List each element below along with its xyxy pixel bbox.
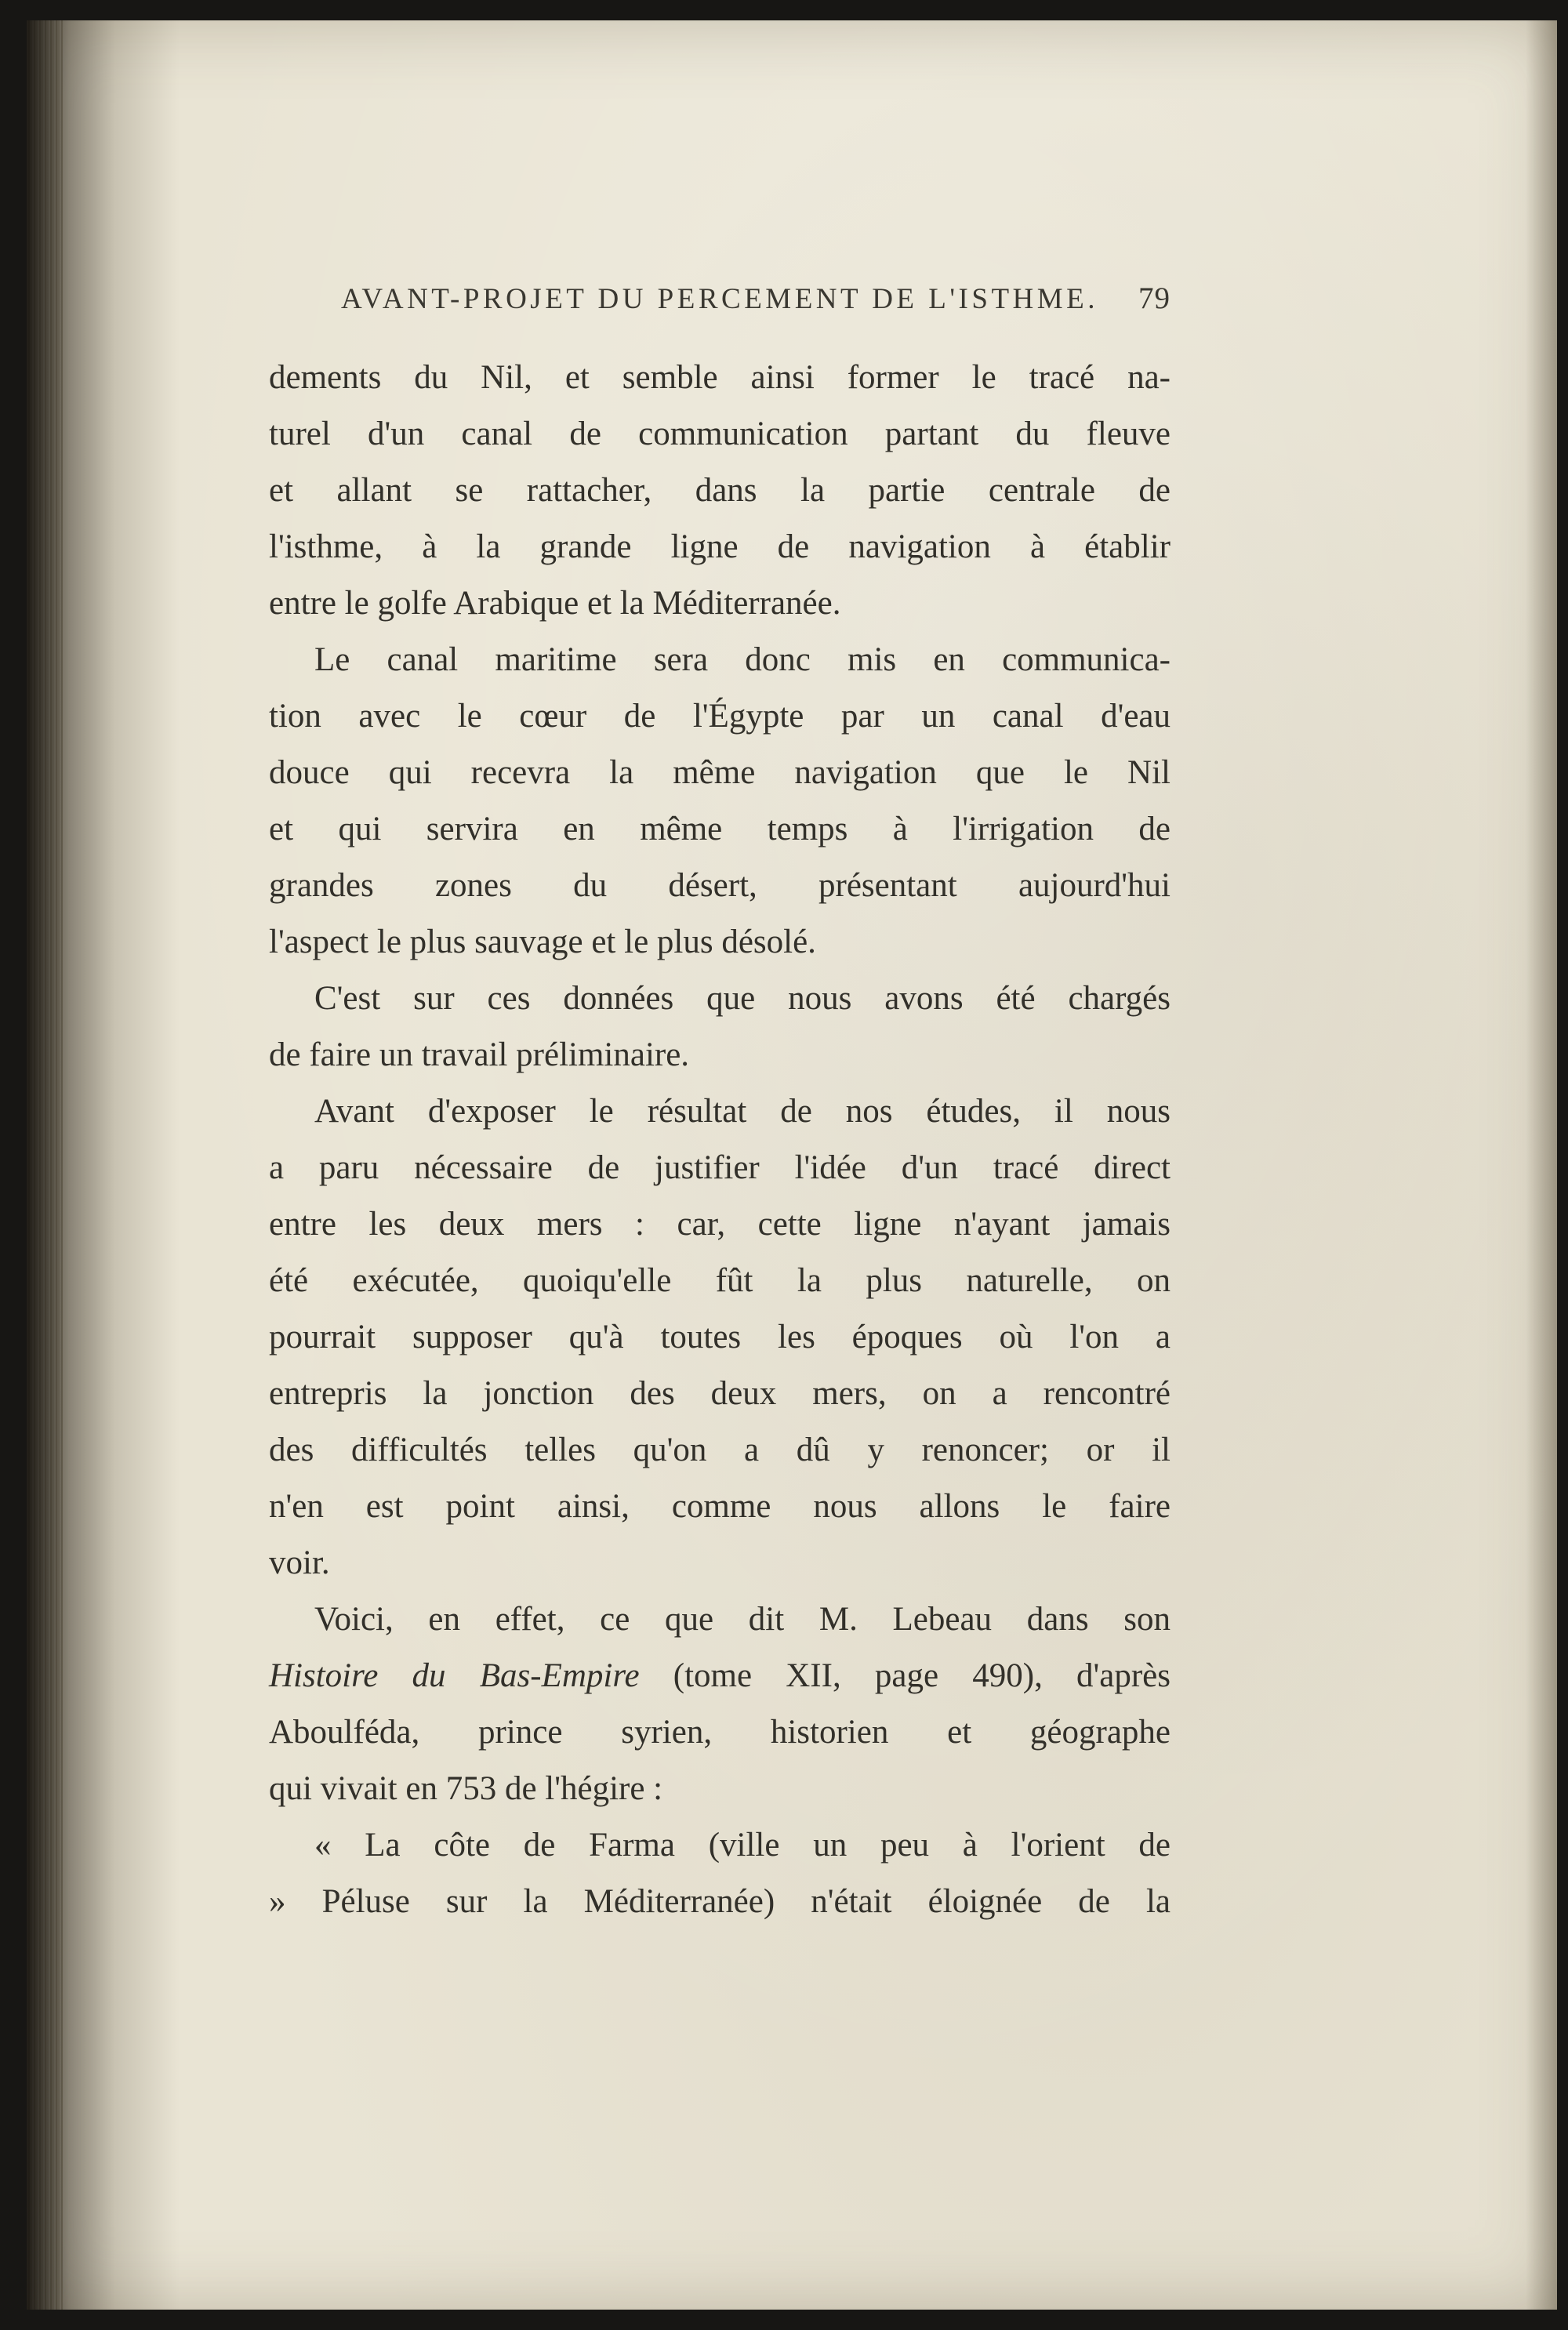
text-column <box>269 282 1171 1930</box>
text-segment: Voici, en effet, ce que dit M. Lebeau dans son <box>314 1601 1171 1638</box>
text-segment: et qui servira en même temps à l'irrigation de <box>269 811 1171 847</box>
paragraph <box>269 1591 1171 1817</box>
text-line <box>269 575 1171 632</box>
text-segment: pourrait supposer qu'à toutes les époques où l'on a <box>269 1319 1171 1356</box>
text-line <box>269 1422 1171 1479</box>
paragraph <box>269 1817 1171 1930</box>
text-segment: a paru nécessaire de justifier l'idée d'un tracé direct <box>269 1149 1171 1186</box>
running-title: AVANT-PROJET DU PERCEMENT DE L'ISTHME. <box>340 283 1099 315</box>
text-segment: l'isthme, à la grande ligne de navigation à établir <box>269 528 1171 565</box>
text-segment: dements du Nil, et semble ainsi former le tracé na- <box>269 359 1171 396</box>
paragraph <box>269 1083 1171 1591</box>
text-segment: C'est sur ces données que nous avons été chargés <box>314 980 1171 1017</box>
text-segment: turel d'un canal de communication partant du fleuve <box>269 416 1171 452</box>
text-segment: entrepris la jonction des deux mers, on a rencontré <box>269 1375 1171 1412</box>
text-segment: » Péluse sur la Méditerranée) n'était éloignée de la <box>269 1883 1171 1920</box>
paragraph <box>269 350 1171 632</box>
page-body <box>269 350 1171 1930</box>
text-line <box>269 1366 1171 1422</box>
text-segment: douce qui recevra la même navigation que le Nil <box>269 754 1171 791</box>
text-segment: (tome XII, page 490), d'après <box>639 1657 1171 1694</box>
text-segment: des difficultés telles qu'on a dû y renoncer; or il <box>269 1432 1171 1468</box>
text-line <box>269 1874 1171 1930</box>
text-line <box>269 1704 1171 1761</box>
text-line <box>269 1761 1171 1817</box>
text-segment: entre le golfe Arabique et la Méditerranée. <box>269 585 841 622</box>
text-line <box>269 688 1171 745</box>
text-line <box>269 350 1171 406</box>
text-segment: Le canal maritime sera donc mis en communica- <box>314 641 1171 678</box>
text-line <box>269 1083 1171 1140</box>
text-segment: grandes zones du désert, présentant aujourd'hui <box>269 867 1171 904</box>
text-line <box>269 1479 1171 1535</box>
text-line <box>269 1309 1171 1366</box>
paragraph <box>269 971 1171 1083</box>
text-line <box>269 1253 1171 1309</box>
text-line <box>269 1196 1171 1253</box>
text-line <box>269 1817 1171 1874</box>
text-line <box>269 971 1171 1027</box>
text-segment: tion avec le cœur de l'Égypte par un canal d'eau <box>269 698 1171 735</box>
text-line <box>269 463 1171 519</box>
book-title-italic: Histoire du Bas-Empire <box>269 1657 640 1694</box>
text-segment: n'en est point ainsi, comme nous allons le faire <box>269 1488 1171 1525</box>
text-line <box>269 406 1171 463</box>
page-number: 79 <box>1138 281 1171 315</box>
text-segment: entre les deux mers : car, cette ligne n'ayant jamais <box>269 1206 1171 1243</box>
text-line <box>269 745 1171 801</box>
text-line <box>269 1535 1171 1591</box>
text-line <box>269 519 1171 575</box>
running-head <box>269 282 1171 332</box>
text-line <box>269 914 1171 971</box>
text-segment: Aboulféda, prince syrien, historien et géographe <box>269 1714 1171 1751</box>
text-segment: qui vivait en 753 de l'hégire : <box>269 1770 663 1807</box>
text-line <box>269 1648 1171 1704</box>
paragraph <box>269 632 1171 971</box>
text-segment: Avant d'exposer le résultat de nos études, il nous <box>314 1093 1171 1130</box>
text-line <box>269 1027 1171 1083</box>
text-segment: été exécutée, quoiqu'elle fût la plus naturelle, on <box>269 1262 1171 1299</box>
book-page <box>27 20 1557 2310</box>
binding-gutter-shadow <box>27 20 180 2310</box>
text-line <box>269 801 1171 858</box>
text-segment: voir. <box>269 1544 330 1581</box>
text-segment: de faire un travail préliminaire. <box>269 1036 690 1073</box>
text-segment: « La côte de Farma (ville un peu à l'orient de <box>314 1827 1171 1864</box>
page-edge-shadow <box>1526 20 1557 2310</box>
text-line <box>269 1140 1171 1196</box>
text-line <box>269 632 1171 688</box>
text-line <box>269 858 1171 914</box>
text-line <box>269 1591 1171 1648</box>
text-segment: et allant se rattacher, dans la partie centrale de <box>269 472 1171 509</box>
text-segment: l'aspect le plus sauvage et le plus désolé. <box>269 924 816 960</box>
